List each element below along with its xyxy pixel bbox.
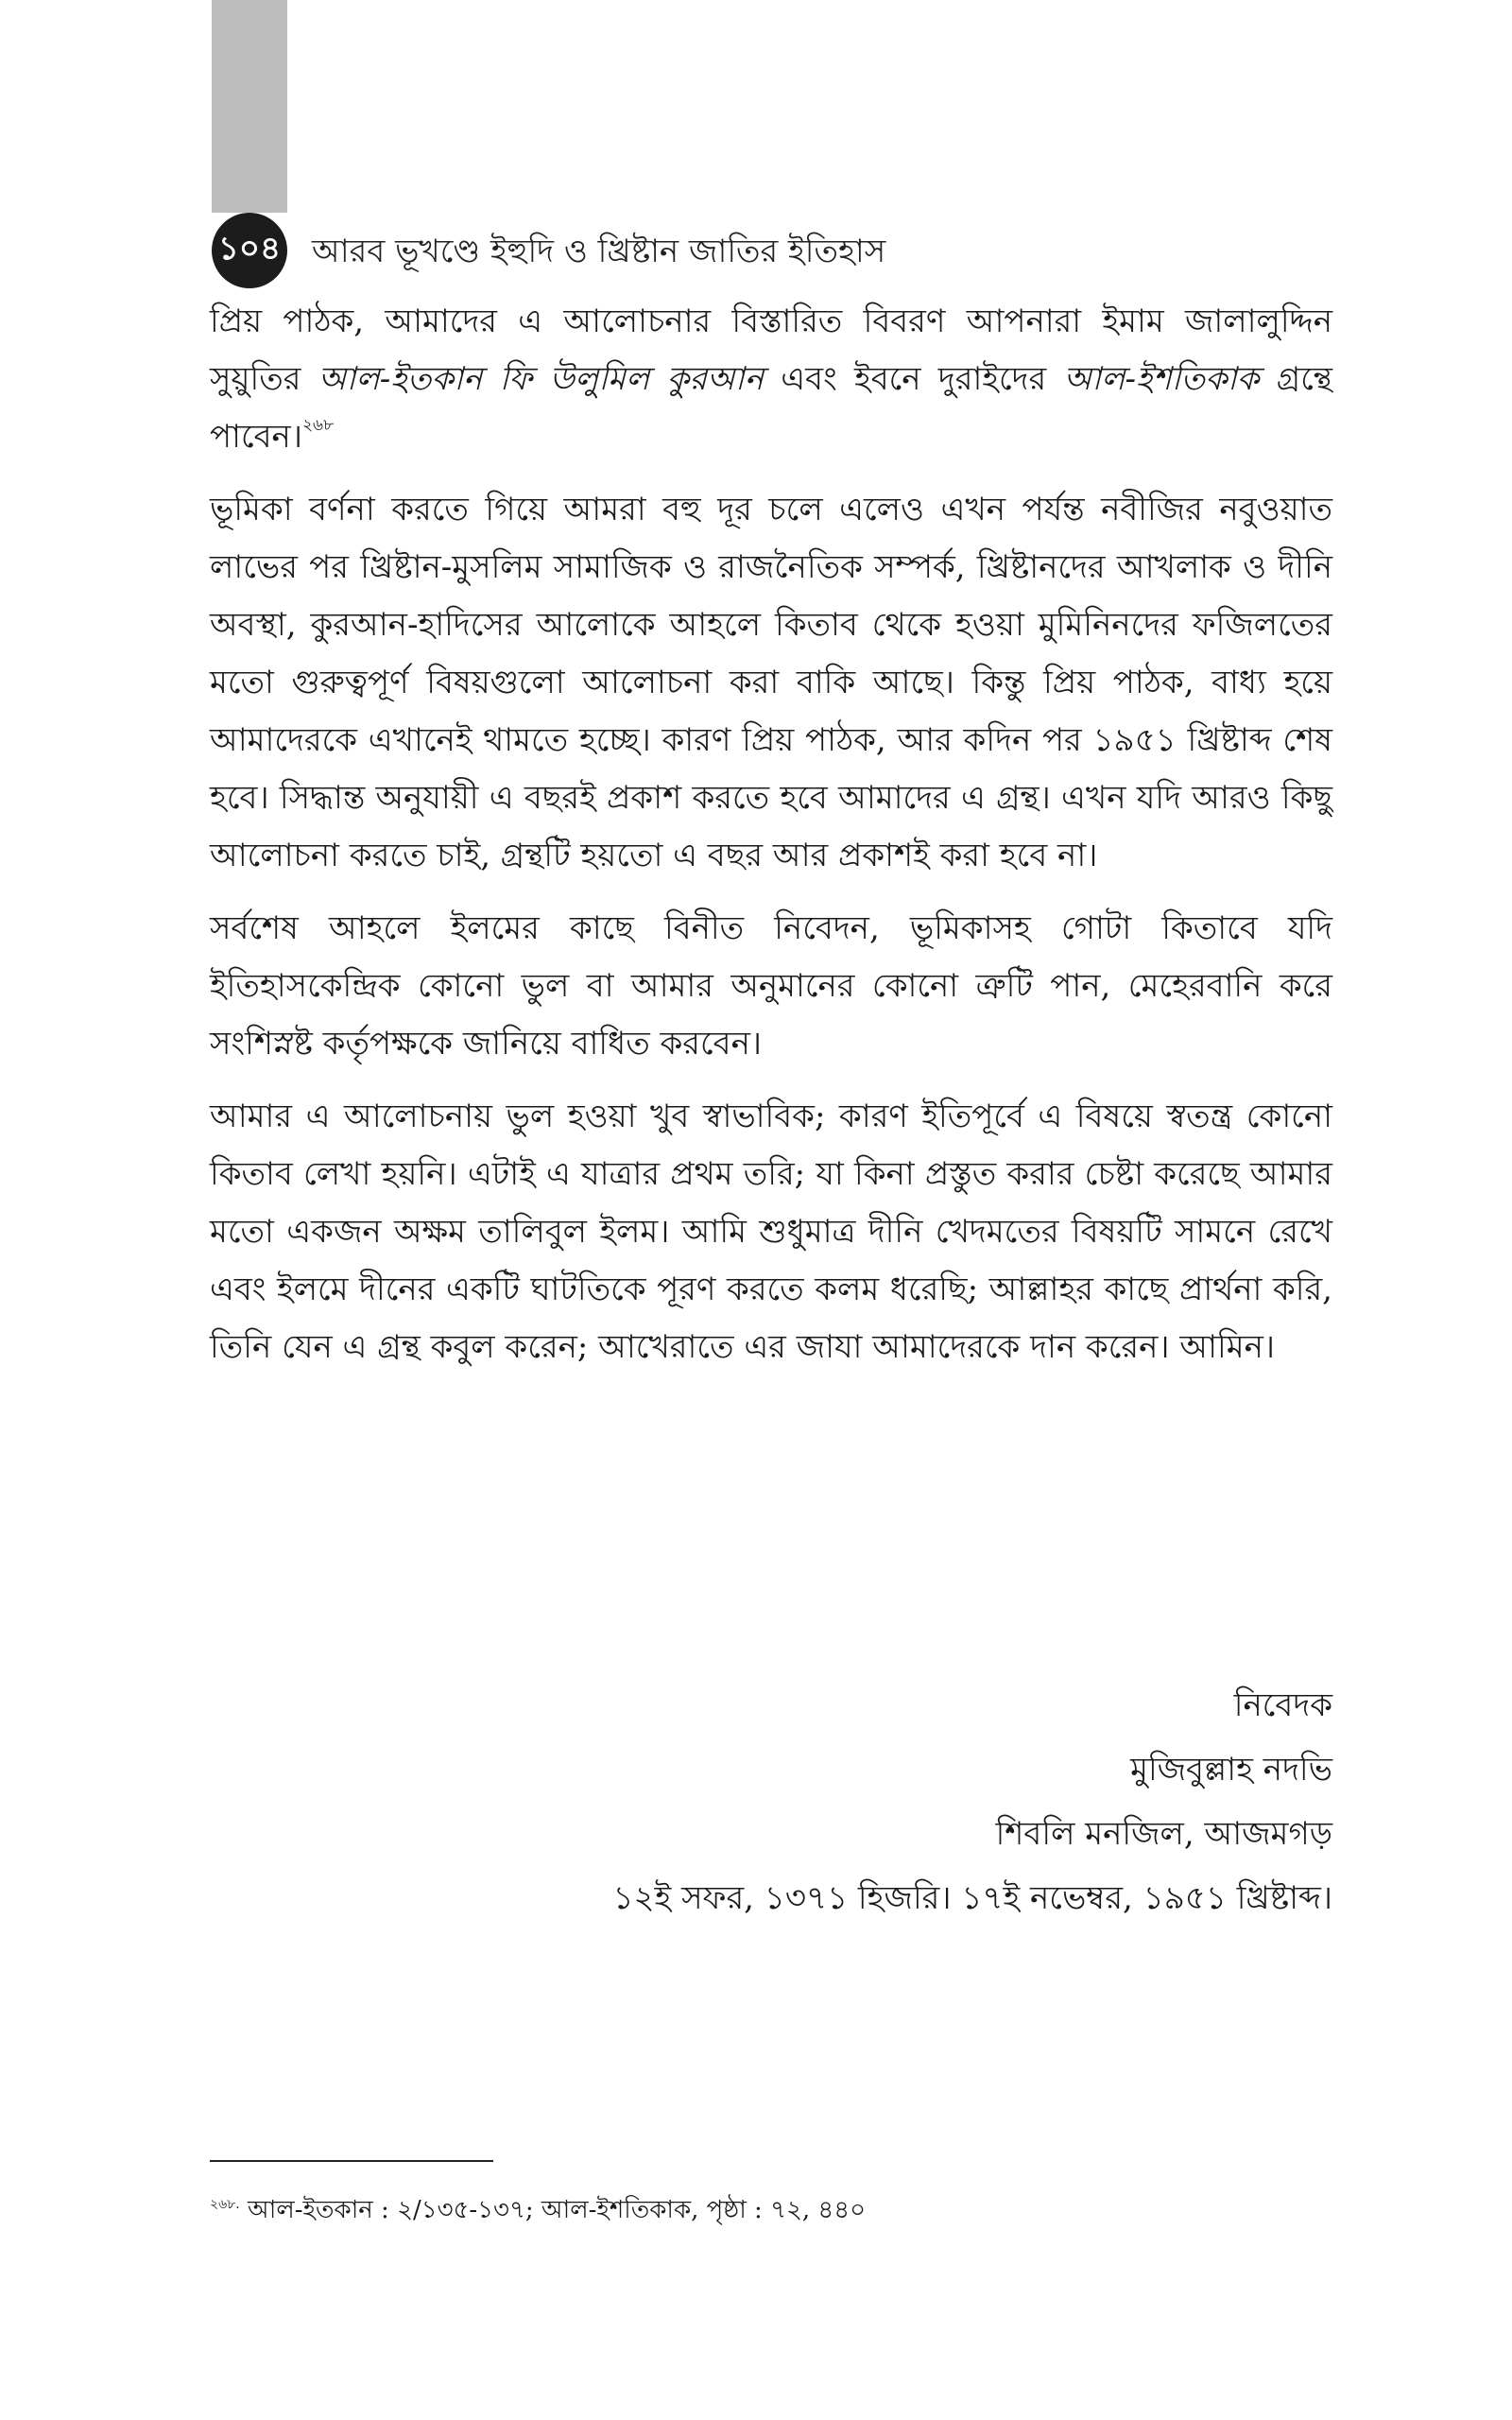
running-title: আরব ভূখণ্ডে ইহুদি ও খ্রিষ্টান জাতির ইতিহাস — [312, 233, 886, 270]
signature-date: ১২ই সফর, ১৩৭১ হিজরি। ১৭ই নভেম্বর, ১৯৫১ খ্রিষ্টাব্দ। — [612, 1879, 1332, 1917]
paragraph-3: সর্বশেষ আহলে ইলমের কাছে বিনীত নিবেদন, ভূমিকাসহ গোটা কিতাবে যদি ইতিহাসকেন্দ্রিক কোনো ভুল বা আমার অনুমানের কোনো ত্রুটি পান, মেহেরবানি করে সংশিস্নষ্ট কর্তৃপক্ষকে জানিয়ে বাধিত করবেন। — [210, 909, 1332, 1063]
p1-book-title-2: আল-ইশতিকাক — [1063, 360, 1260, 398]
page-edge-tab — [212, 0, 287, 213]
paragraph-2: ভূমিকা বর্ণনা করতে গিয়ে আমরা বহু দূর চলে এলেও এখন পর্যন্ত নবীজির নবুওয়াত লাভের পর খ্রিষ্টান-মুসলিম সামাজিক ও রাজনৈতিক সম্পর্ক, খ্রিষ্টানদের আখলাক ও দীনি অবস্থা, কুরআন-হাদিসের আলোকে আহলে কিতাব থেকে হওয়া মুমিনিনদের ফজিলতের মতো গুরুত্বপূর্ণ বিষয়গুলো আলোচনা করা বাকি আছে। কিন্তু প্রিয় পাঠক, বাধ্য হয়ে আমাদেরকে এখানেই থামতে হচ্ছে। কারণ প্রিয় পাঠক, আর কদিন পর ১৯৫১ খ্রিষ্টাব্দ শেষ হবে। সিদ্ধান্ত অনুযায়ী এ বছরই প্রকাশ করতে হবে আমাদের এ গ্রন্থ। এখন যদি আরও কিছু আলোচনা করতে চাই, গ্রন্থটি হয়তো এ বছর আর প্রকাশই করা হবে না। — [210, 491, 1332, 874]
footnote-ref[interactable]: ২৬৮ — [301, 416, 335, 435]
signature-block — [293, 1673, 1332, 1930]
paragraph-4: আমার এ আলোচনায় ভুল হওয়া খুব স্বাভাবিক; কারণ ইতিপূর্বে এ বিষয়ে স্বতন্ত্র কোনো কিতাব লেখা হয়নি। এটাই এ যাত্রার প্রথম তরি; যা কিনা প্রস্তুত করার চেষ্টা করেছে আমার মতো একজন অক্ষম তালিবুল ইলম। আমি শুধুমাত্র দীনি খেদমতের বিষয়টি সামনে রেখে এবং ইলমে দীনের একটি ঘাটতিকে পূরণ করতে কলম ধরেছি; আল্লাহর কাছে প্রার্থনা করি, তিনি যেন এ গ্রন্থ কবুল করেন; আখেরাতে এর জাযা আমাদেরকে দান করেন। আমিন। — [210, 1098, 1332, 1366]
footnote — [210, 2191, 1332, 2229]
p1-text-e: গ্রন্থে পাবেন। — [210, 360, 1332, 456]
p1-book-title-1: আল-ইতকান ফি উলুমিল কুরআন — [318, 360, 765, 398]
signature-role: নিবেদক — [1233, 1686, 1332, 1724]
signature-place: শিবলি মনজিল, আজমগড় — [995, 1815, 1332, 1853]
p1-text-c: এবং ইবনে দুরাইদের — [764, 360, 1064, 398]
body-text — [210, 293, 1332, 1392]
page-number-badge: ১০৪ — [212, 213, 287, 288]
signature-name: মুজিবুল্লাহ নদভি — [1130, 1751, 1332, 1789]
footnote-marker: ২৬৮. — [210, 2197, 240, 2212]
p1-text-a: প্রিয় পাঠক, আমাদের এ আলোচনার বিস্তারিত বিবরণ আপনারা ইমাম জালালুদ্দিন সুয়ুতির — [210, 302, 1332, 398]
footnote-divider — [210, 2160, 493, 2162]
paragraph-1 — [210, 293, 1332, 466]
footnote-text: আল-ইতকান : ২/১৩৫-১৩৭; আল-ইশতিকাক, পৃষ্ঠা : ৭২, ৪৪০ — [239, 2196, 867, 2224]
